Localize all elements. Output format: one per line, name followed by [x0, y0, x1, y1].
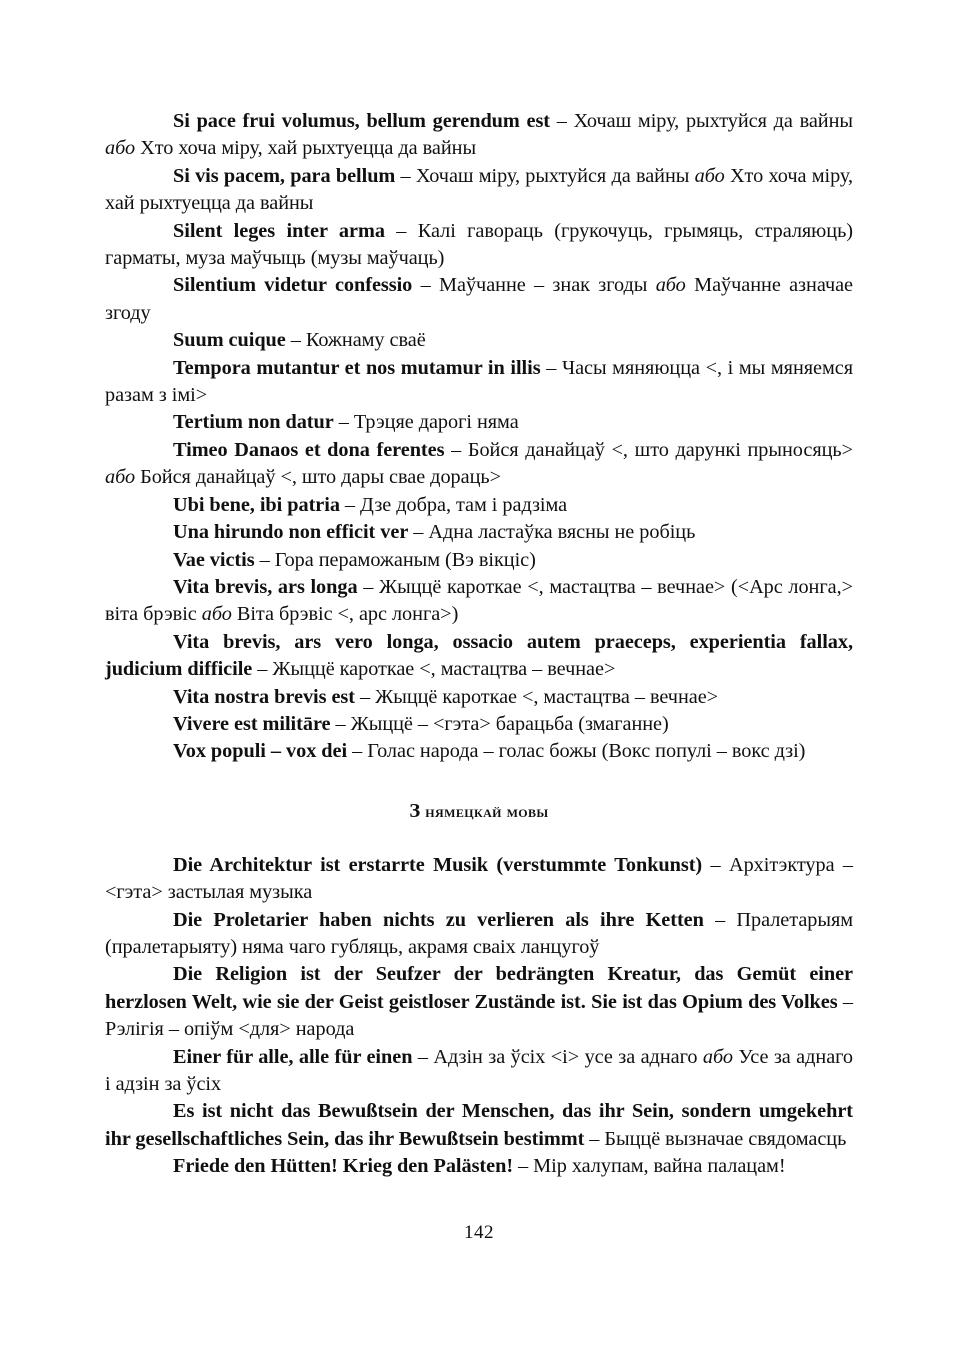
entry-gloss-b: Маўчанне азначае згоду — [105, 274, 854, 324]
entry-lemma: Vita brevis, ars vero longa, ossacio autem praeceps, experientia fallax, judicium difficile — [105, 630, 853, 681]
entry-dash: – — [384, 219, 418, 242]
entry-lemma: Ubi bene, ibi patria — [173, 493, 340, 516]
section-heading-german — [105, 799, 853, 824]
entry-dash: – — [395, 164, 416, 187]
entry-gloss-a: Жыццё кароткае <, мастацтва – вечнае> (<Арс лонга,> віта брэвіс — [105, 575, 853, 626]
dictionary-entry — [105, 738, 853, 765]
dictionary-entry — [105, 907, 853, 962]
dictionary-entry — [105, 437, 853, 492]
dictionary-entry — [105, 961, 853, 1043]
dictionary-entry — [105, 711, 853, 738]
entry-lemma: Vivere est militāre — [173, 712, 331, 735]
entry-dash: – — [347, 740, 368, 763]
entry-lemma: Una hirundo non efficit ver — [173, 521, 409, 544]
entry-gloss-a: Адна ластаўка вясны не робіць — [428, 521, 696, 544]
entry-dash: – — [412, 1045, 434, 1068]
entry-dash: – — [702, 853, 729, 876]
entry-lemma: Silentium videtur confessio — [173, 274, 413, 297]
section-spacer-before — [105, 766, 853, 799]
entry-gloss-a: Жыццё – <гэта> барацьба (змаганне) — [350, 712, 669, 735]
entry-gloss-a: Кожнаму сваё — [305, 329, 426, 352]
entry-lemma: Timeo Danaos et dona ferentes — [173, 438, 445, 461]
entry-gloss-b: Усе за аднаго і адзін за ўсіх — [105, 1045, 854, 1095]
entry-lemma: Die Religion ist der Seufzer der bedrängten Kreatur, das Gemüt einer herzlosen Welt, wie sie der Geist geistloser Zustände ist. Sie ist das Opium des Volkes — [105, 963, 853, 1013]
entry-lemma: Die Proletarier haben nichts zu verlieren als ihre Ketten — [173, 908, 704, 931]
entry-dash: – — [550, 110, 574, 132]
entry-dash: – — [540, 356, 562, 379]
entry-gloss-a: Мір халупам, вайна палацам! — [533, 1155, 786, 1178]
entry-dash: – — [339, 493, 361, 516]
entry-gloss-a: Хочаш міру, рыхтуйся да вайны — [573, 110, 853, 132]
page-number: 142 — [464, 1222, 494, 1243]
entry-lemma: Tertium non datur — [173, 411, 334, 434]
entry-lemma: Es ist nicht das Bewußtsein der Menschen, das ihr Sein, sondern umgekehrt ihr gesellschaftliches Sein, das ihr Bewußtsein bestimmt — [105, 1100, 853, 1150]
dictionary-entry — [105, 355, 853, 410]
dictionary-entry — [105, 574, 853, 629]
entry-gloss-a: Маўчанне – знак згоды — [439, 274, 656, 297]
dictionary-entry — [105, 1153, 853, 1180]
entry-gloss-a: Рэлігія – опіўм <для> народа — [105, 1018, 355, 1041]
latin-entry-list — [105, 108, 853, 766]
dictionary-entry — [105, 272, 853, 327]
entry-gloss-a: Хочаш міру, рыхтуйся да вайны — [415, 164, 695, 187]
entry-gloss-a: Архітэктура – <гэта> застылая музыка — [105, 853, 853, 904]
entry-or-word: або — [694, 164, 725, 187]
entry-gloss-a: Голас народа – голас божы (Вокс популі – вокс дзі) — [367, 740, 806, 763]
dictionary-entry — [105, 519, 853, 546]
entry-gloss-b: Бойся данайцаў <, што дары свае дораць> — [135, 466, 501, 489]
entry-lemma: Vita nostra brevis est — [173, 685, 355, 708]
section-heading-lead: З — [409, 799, 421, 822]
entry-dash: – — [408, 521, 429, 544]
entry-gloss-a: Бойся данайцаў <, што дарункі прыносяць> — [467, 438, 853, 461]
entry-dash: – — [333, 411, 354, 434]
dictionary-entry — [105, 108, 853, 163]
section-spacer-after — [105, 824, 853, 852]
entry-lemma: Si vis pacem, para bellum — [173, 164, 396, 187]
entry-dash: – — [330, 712, 351, 735]
entry-dash: – — [703, 908, 737, 931]
dictionary-entry — [105, 852, 853, 907]
entry-gloss-a: Жыццё кароткае <, мастацтва – вечнае> — [272, 658, 616, 681]
entry-dash: – — [584, 1127, 605, 1150]
entry-lemma: Si pace frui volumus, bellum gerendum est — [173, 110, 550, 132]
dictionary-entry — [105, 492, 853, 519]
entry-or-word: або — [201, 603, 232, 626]
entry-lemma: Einer für alle, alle für einen — [173, 1045, 413, 1068]
entry-dash: – — [513, 1155, 534, 1178]
dictionary-entry — [105, 547, 853, 574]
dictionary-entry — [105, 409, 853, 436]
entry-gloss-a: Трэцяе дарогі няма — [353, 411, 519, 434]
entry-lemma: Vita brevis, ars longa — [173, 575, 358, 598]
entry-lemma: Suum cuique — [173, 329, 286, 352]
entry-or-word: або — [702, 1045, 733, 1068]
entry-or-word: або — [105, 137, 136, 160]
entry-gloss-b: Хто хоча міру, хай рыхтуецца да вайны — [135, 137, 477, 160]
german-entry-list — [105, 852, 853, 1181]
dictionary-entry — [105, 684, 853, 711]
dictionary-entry — [105, 1044, 853, 1099]
entry-gloss-a: Дзе добра, там і радзіма — [360, 493, 568, 516]
dictionary-entry — [105, 1098, 853, 1153]
entry-gloss-a: Калі гавораць (грукочуць, грымяць, страляюць) гарматы, муза маўчыць (музы маўчаць) — [105, 219, 853, 270]
entry-dash: – — [837, 990, 853, 1013]
entry-gloss-b: Хто хоча міру, хай рыхтуецца да вайны — [105, 164, 853, 215]
section-heading-rest: нямецкай мовы — [420, 801, 549, 821]
entry-lemma: Vae victis — [173, 548, 255, 571]
entry-gloss-a: Быццё вызначае свядомасць — [604, 1127, 847, 1150]
entry-gloss-a: Жыццё кароткае <, мастацтва – вечнае> — [375, 685, 719, 708]
entry-gloss-a: Гора пераможаным (Вэ вікціс) — [274, 548, 536, 571]
dictionary-entry — [105, 629, 853, 684]
entry-or-word: або — [655, 274, 686, 297]
dictionary-entry — [105, 218, 853, 273]
entry-dash: – — [254, 548, 275, 571]
entry-or-word: або — [105, 466, 136, 489]
dictionary-entry — [105, 163, 853, 218]
entry-gloss-a: Адзін за ўсіх <і> усе за аднаго — [433, 1045, 703, 1068]
dictionary-entry — [105, 327, 853, 354]
entry-lemma: Tempora mutantur et nos mutamur in illis — [173, 356, 541, 379]
page-body — [105, 108, 853, 1288]
entry-lemma: Silent leges inter arma — [173, 219, 385, 242]
entry-lemma: Friede den Hütten! Krieg den Palästen! — [173, 1155, 514, 1178]
entry-lemma: Die Architektur ist erstarrte Musik (verstummte Tonkunst) — [173, 853, 703, 876]
entry-gloss-b: Віта брэвіс <, арс лонга>) — [231, 603, 459, 626]
entry-dash: – — [357, 575, 380, 598]
entry-dash: – — [285, 329, 306, 352]
entry-gloss-a: Пралетарыям (пралетарыяту) няма чаго губляць, акрамя сваіх ланцугоў — [105, 908, 854, 958]
entry-dash: – — [354, 685, 376, 708]
entry-dash: – — [444, 438, 468, 461]
entry-lemma: Vox populi – vox dei — [173, 740, 348, 763]
entry-dash: – — [412, 274, 440, 297]
entry-dash: – — [252, 658, 273, 681]
entry-gloss-a: Часы мяняюцца <, і мы мяняемся разам з імі> — [105, 356, 854, 407]
